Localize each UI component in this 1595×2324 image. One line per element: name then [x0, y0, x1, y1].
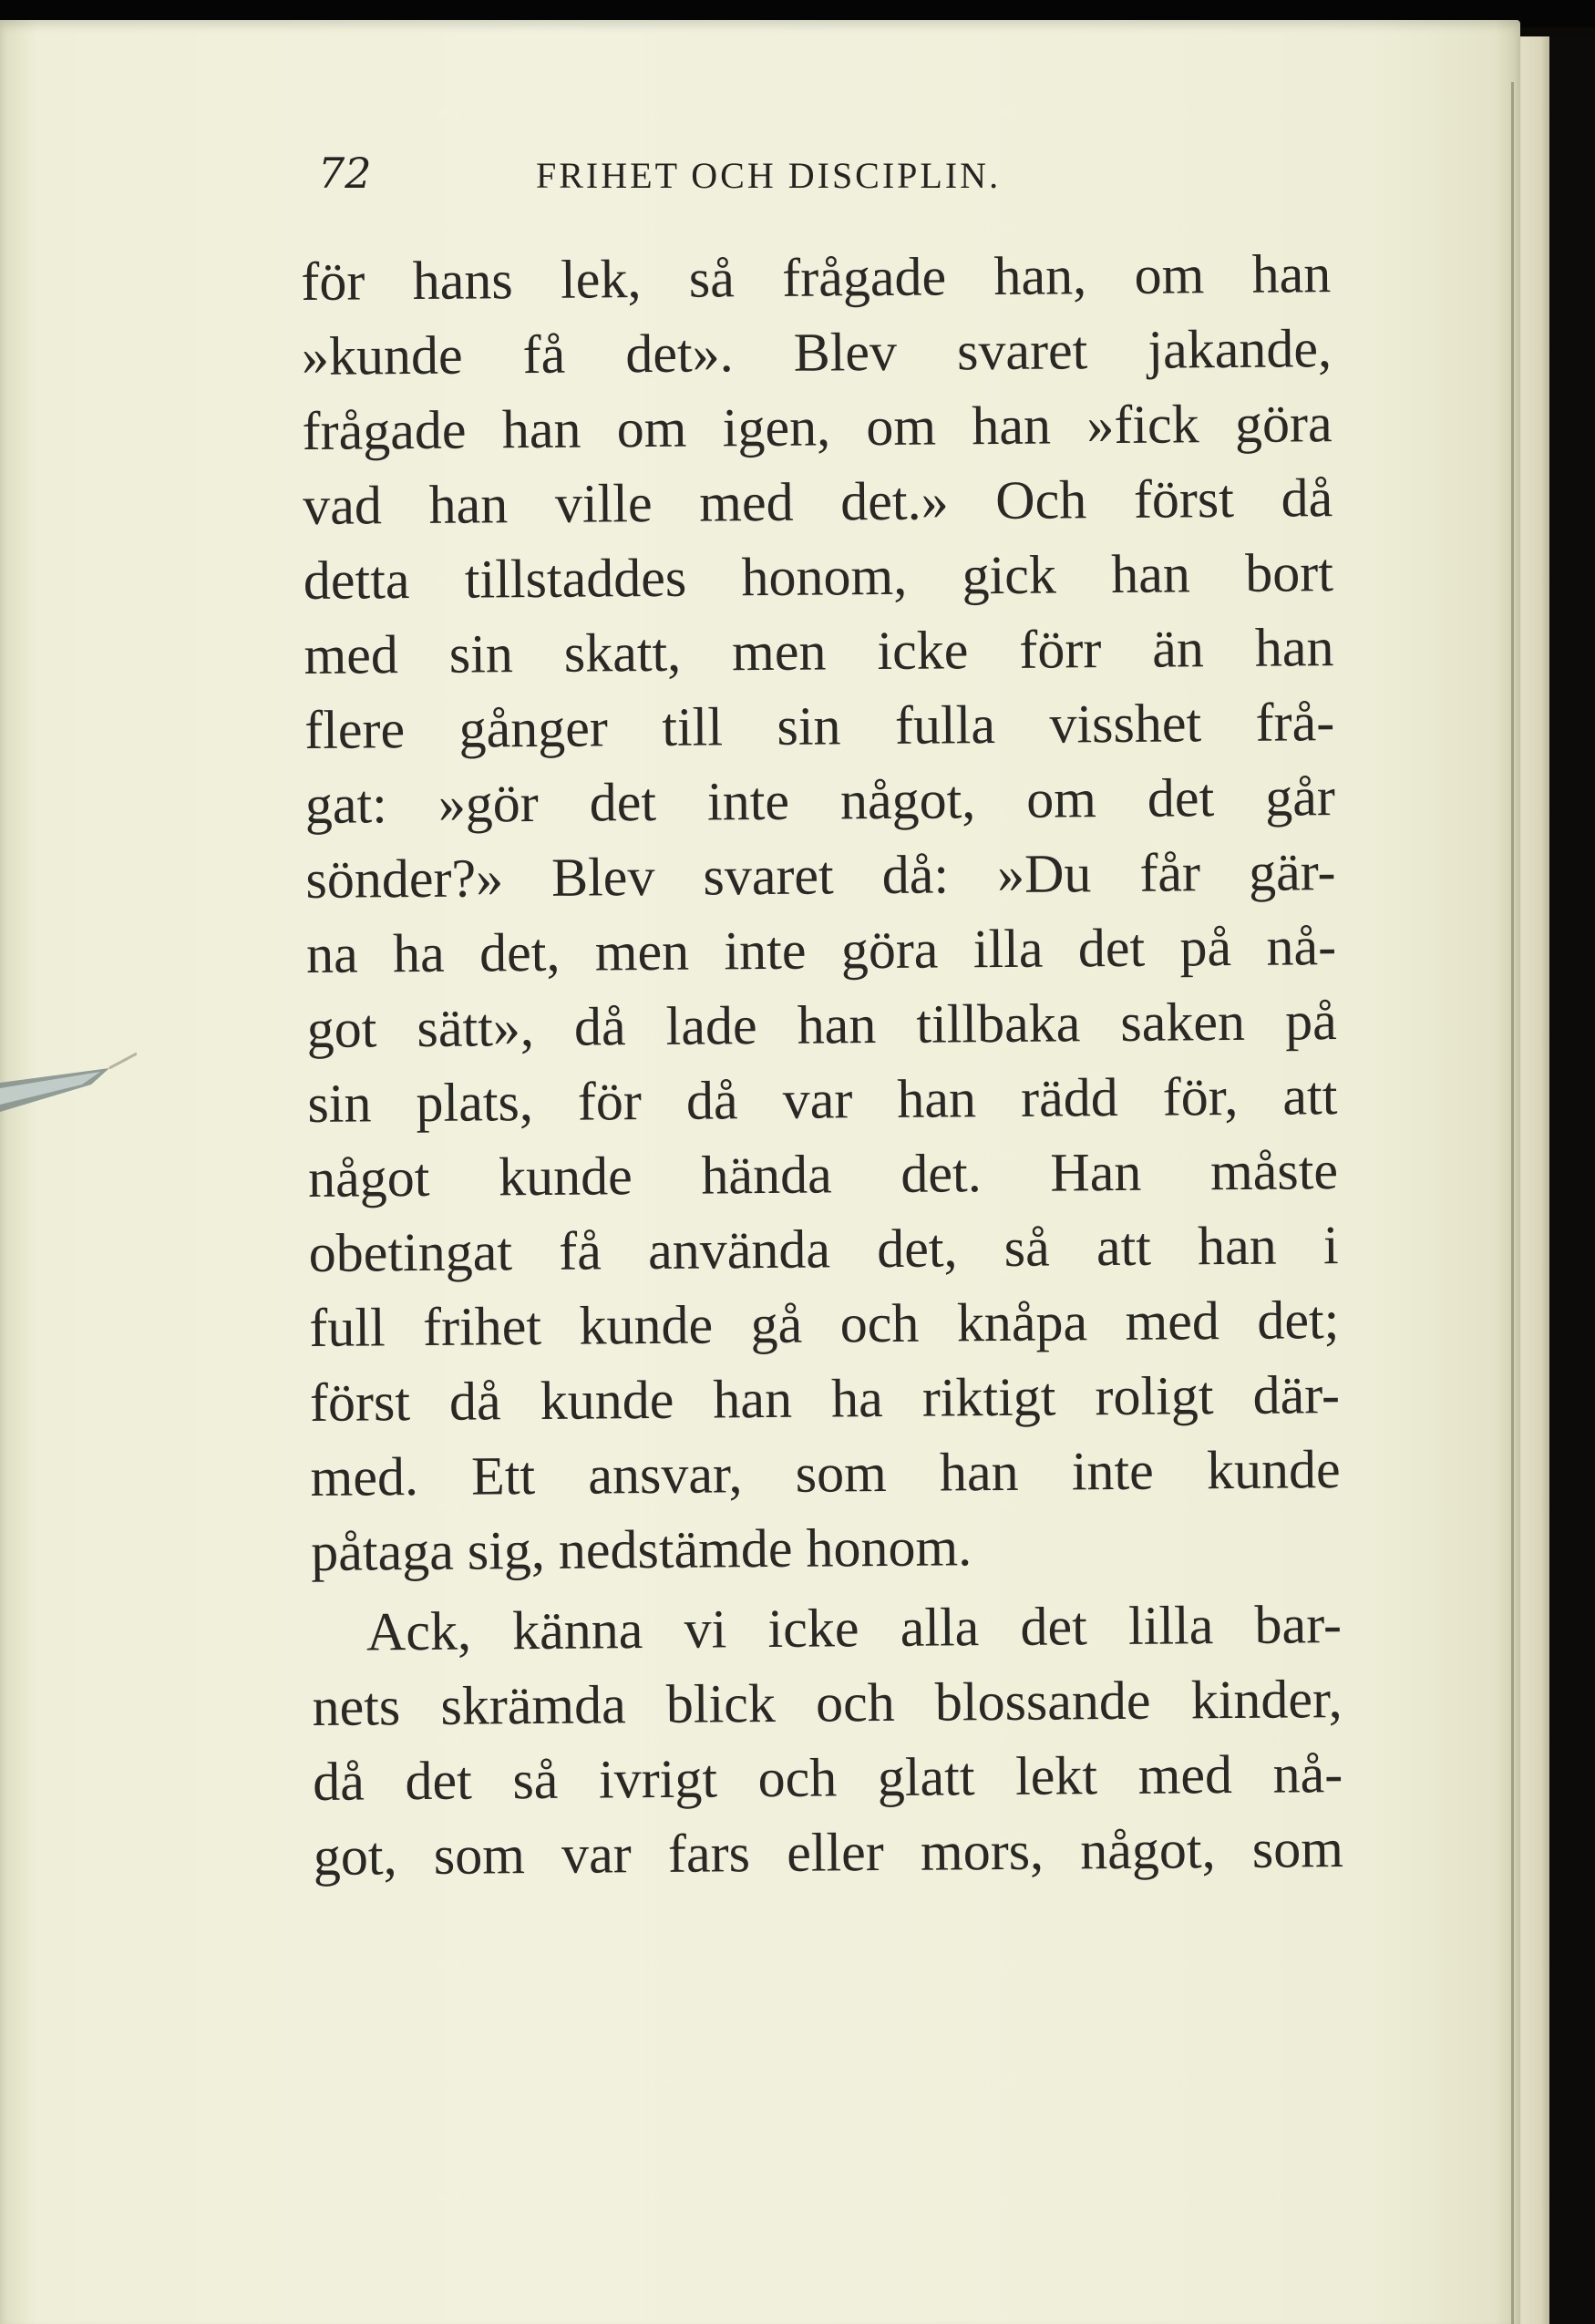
page-edge-line — [1511, 82, 1514, 2324]
text-line: full frihet kunde gå och knåpa med det; — [309, 1290, 1340, 1358]
text-line: got, som var fars eller mors, något, som — [313, 1818, 1344, 1887]
book-cover-board — [1549, 36, 1595, 2324]
text-line: flere gånger till sin fulla visshet frå- — [304, 692, 1335, 760]
text-line: något kunde hända det. Han måste — [307, 1140, 1339, 1208]
text-line: got sätt», då lade han tillbaka saken på — [306, 991, 1337, 1059]
body-text — [301, 236, 1343, 1894]
text-line: vad han ville med det.» Och först då — [302, 468, 1333, 536]
running-head — [319, 146, 1385, 201]
text-line: frågade han om igen, om han »fick göra — [302, 393, 1333, 461]
text-line: gat: »gör det inte något, om det går — [304, 766, 1336, 835]
page-number: 72 — [318, 149, 372, 198]
text-line: för hans lek, så frågade han, om han — [301, 243, 1332, 312]
text-line: nets skrämda blick och blossande kinder, — [312, 1669, 1343, 1737]
text-line: med sin skatt, men icke förr än han — [304, 617, 1334, 685]
text-line: sönder?» Blev svaret då: »Du får gär- — [305, 841, 1336, 910]
text-line: detta tillstaddes honom, gick han bort — [303, 542, 1334, 611]
text-line: med. Ett ansvar, som han inte kunde — [310, 1439, 1341, 1507]
text-line: då det så ivrigt och glatt lekt med nå- — [312, 1743, 1343, 1812]
running-title: FRIHET OCH DISCIPLIN. — [536, 155, 1002, 196]
text-line: na ha det, men inte göra illa det på nå- — [305, 916, 1337, 984]
text-line: sin plats, för då var han rädd för, att — [307, 1065, 1338, 1134]
paragraph-start-line: Ack, känna vi icke alla det lilla bar- — [365, 1594, 1343, 1662]
text-line: »kunde få det». Blev svaret jakande, — [301, 318, 1333, 386]
page-fold-mark — [0, 1048, 137, 1130]
paragraph-end-line: påtaga sig, nedstämde honom. — [311, 1517, 972, 1582]
text-line: obetingat få använda det, så att han i — [308, 1215, 1339, 1283]
text-line: först då kunde han ha riktigt roligt där- — [309, 1364, 1341, 1433]
